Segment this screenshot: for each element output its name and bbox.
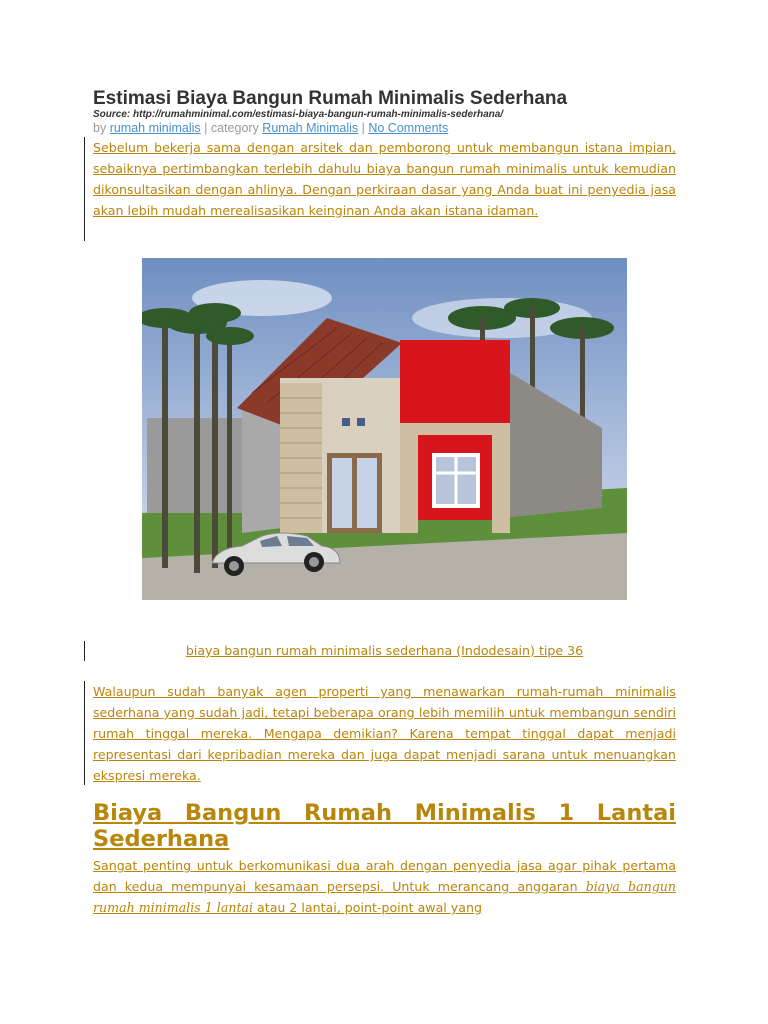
intro-paragraph[interactable]: Sebelum bekerja sama dengan arsitek dan pemborong untuk membangun istana impian, sebaiknya pertimbangkan terlebih dahulu biaya bangun rumah minimalis untuk kemudian dikonsultasikan dengan ahlinya. Dengan perkiraan dasar yang Anda buat ini penyedia jasa akan lebih mudah merealisasikan keinginan Anda akan istana idaman. [93,140,676,218]
meta-category-sep: | category [200,121,263,135]
article-title: Estimasi Biaya Bangun Rumah Minimalis Sederhana [93,88,568,109]
third-paragraph-end: atau 2 lantai, point-point awal yang [253,900,482,915]
section-heading[interactable]: Biaya Bangun Rumah Minimalis 1 Lantai Sederhana [93,800,676,852]
author-link[interactable]: rumah minimalis [109,121,201,135]
article-source: Source: http://rumahminimal.com/estimasi-biaya-bangun-rumah-minimalis-sederhana/ [93,109,504,120]
category-link[interactable]: Rumah Minimalis [262,121,359,135]
house-illustration [142,258,627,600]
third-paragraph[interactable] [93,855,676,918]
comments-link[interactable]: No Comments [368,121,449,135]
meta-sep: | [358,121,369,135]
second-paragraph[interactable]: Walaupun sudah banyak agen properti yang menawarkan rumah-rumah minimalis sederhana yang sudah jadi, tetapi beberapa orang lebih memilih untuk membangun sendiri rumah tinggal mereka. Mengapa demikian? Karena tempat tinggal dapat menjadi representasi dari kepribadian mereka dan juga dapat menjadi sarana untuk menuangkan ekspresi mereka. [93,684,676,783]
quote-bar [84,137,85,241]
third-paragraph-start: Sangat penting untuk berkomunikasi dua arah dengan penyedia jasa agar pihak pertama dan kedua mempunyai kesamaan persepsi. Untuk merancang anggaran [93,858,676,894]
image-caption[interactable]: biaya bangun rumah minimalis sederhana (Indodesain) tipe 36 [185,643,584,658]
house-photo [142,258,627,600]
meta-by: by [93,121,107,135]
quote-bar-2 [84,681,85,785]
caption-bar [84,641,85,661]
third-paragraph-italic: biaya bangun rumah minimalis 1 lantai [93,879,676,915]
article-meta [93,121,448,135]
